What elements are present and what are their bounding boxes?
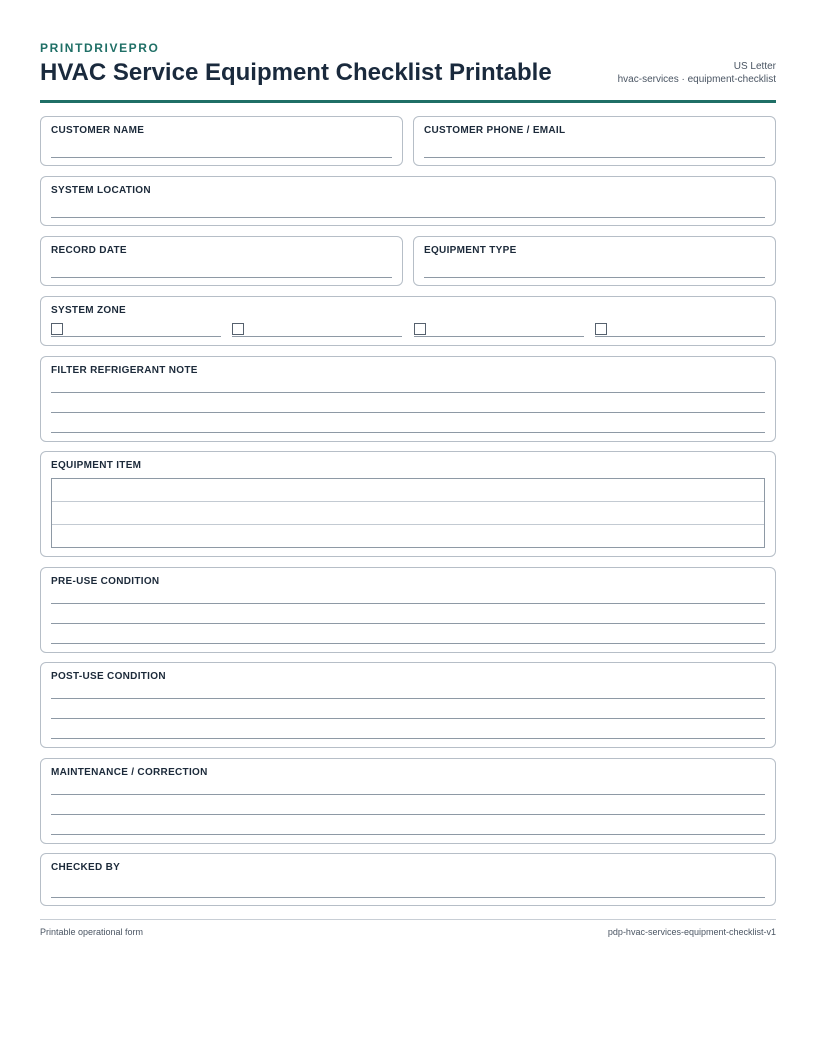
customer-contact-label: CUSTOMER PHONE / EMAIL <box>424 125 566 136</box>
header <box>40 40 776 103</box>
writing-line[interactable] <box>51 834 765 835</box>
zone-option[interactable] <box>51 323 221 337</box>
writing-line[interactable] <box>51 738 765 739</box>
maintenance-correction-field[interactable] <box>40 758 776 844</box>
form-page <box>40 40 776 873</box>
system-location-label: SYSTEM LOCATION <box>51 185 151 196</box>
writing-line[interactable] <box>51 623 765 624</box>
filter-note-label: FILTER REFRIGERANT NOTE <box>51 365 198 376</box>
brand-name: PRINTDRIVEPRO <box>40 41 160 55</box>
writing-line[interactable] <box>51 643 765 644</box>
equipment-item-label: EQUIPMENT ITEM <box>51 460 142 471</box>
pre-use-condition-field[interactable] <box>40 567 776 653</box>
zone-option[interactable] <box>414 323 584 337</box>
post-use-condition-field[interactable] <box>40 662 776 748</box>
checkbox[interactable] <box>51 323 63 335</box>
system-zone-field <box>40 296 776 346</box>
checkbox[interactable] <box>232 323 244 335</box>
footer-form-id: pdp-hvac-services-equipment-checklist-v1 <box>607 927 776 937</box>
record-date-field[interactable] <box>40 236 403 286</box>
table-row[interactable] <box>52 525 764 548</box>
record-date-label: RECORD DATE <box>51 245 127 256</box>
checkbox[interactable] <box>414 323 426 335</box>
header-meta <box>618 60 776 86</box>
system-location-line[interactable] <box>51 217 765 218</box>
customer-contact-line[interactable] <box>424 157 765 158</box>
page-title: HVAC Service Equipment Checklist Printable <box>40 59 552 86</box>
form-slug: hvac-services · equipment-checklist <box>617 74 776 85</box>
writing-line[interactable] <box>51 698 765 699</box>
signature-line[interactable] <box>51 897 765 898</box>
zone-option[interactable] <box>232 323 402 337</box>
customer-name-field[interactable] <box>40 116 403 166</box>
footer-left-text: Printable operational form <box>40 927 144 937</box>
writing-line[interactable] <box>51 432 765 433</box>
footer <box>40 919 776 937</box>
checkbox[interactable] <box>595 323 607 335</box>
equipment-type-label: EQUIPMENT TYPE <box>424 245 517 256</box>
post-use-condition-label: POST-USE CONDITION <box>51 671 166 682</box>
paper-size: US Letter <box>733 61 776 72</box>
customer-name-line[interactable] <box>51 157 392 158</box>
table-row[interactable] <box>52 502 764 525</box>
checked-by-label: CHECKED BY <box>51 862 121 873</box>
writing-line[interactable] <box>51 412 765 413</box>
equipment-type-line[interactable] <box>424 277 765 278</box>
filter-note-field[interactable] <box>40 356 776 442</box>
checked-by-field[interactable] <box>40 853 776 906</box>
customer-contact-field[interactable] <box>413 116 776 166</box>
zone-option[interactable] <box>595 323 765 337</box>
writing-line[interactable] <box>51 603 765 604</box>
writing-line[interactable] <box>51 814 765 815</box>
system-location-field[interactable] <box>40 176 776 226</box>
writing-line[interactable] <box>51 392 765 393</box>
customer-name-label: CUSTOMER NAME <box>51 125 145 136</box>
maintenance-correction-label: MAINTENANCE / CORRECTION <box>51 767 208 778</box>
record-date-line[interactable] <box>51 277 392 278</box>
equipment-item-field <box>40 451 776 557</box>
equipment-item-table <box>51 478 765 548</box>
writing-line[interactable] <box>51 794 765 795</box>
system-zone-label: SYSTEM ZONE <box>51 305 126 316</box>
pre-use-condition-label: PRE-USE CONDITION <box>51 576 160 587</box>
table-row[interactable] <box>52 479 764 502</box>
writing-line[interactable] <box>51 718 765 719</box>
equipment-type-field[interactable] <box>413 236 776 286</box>
